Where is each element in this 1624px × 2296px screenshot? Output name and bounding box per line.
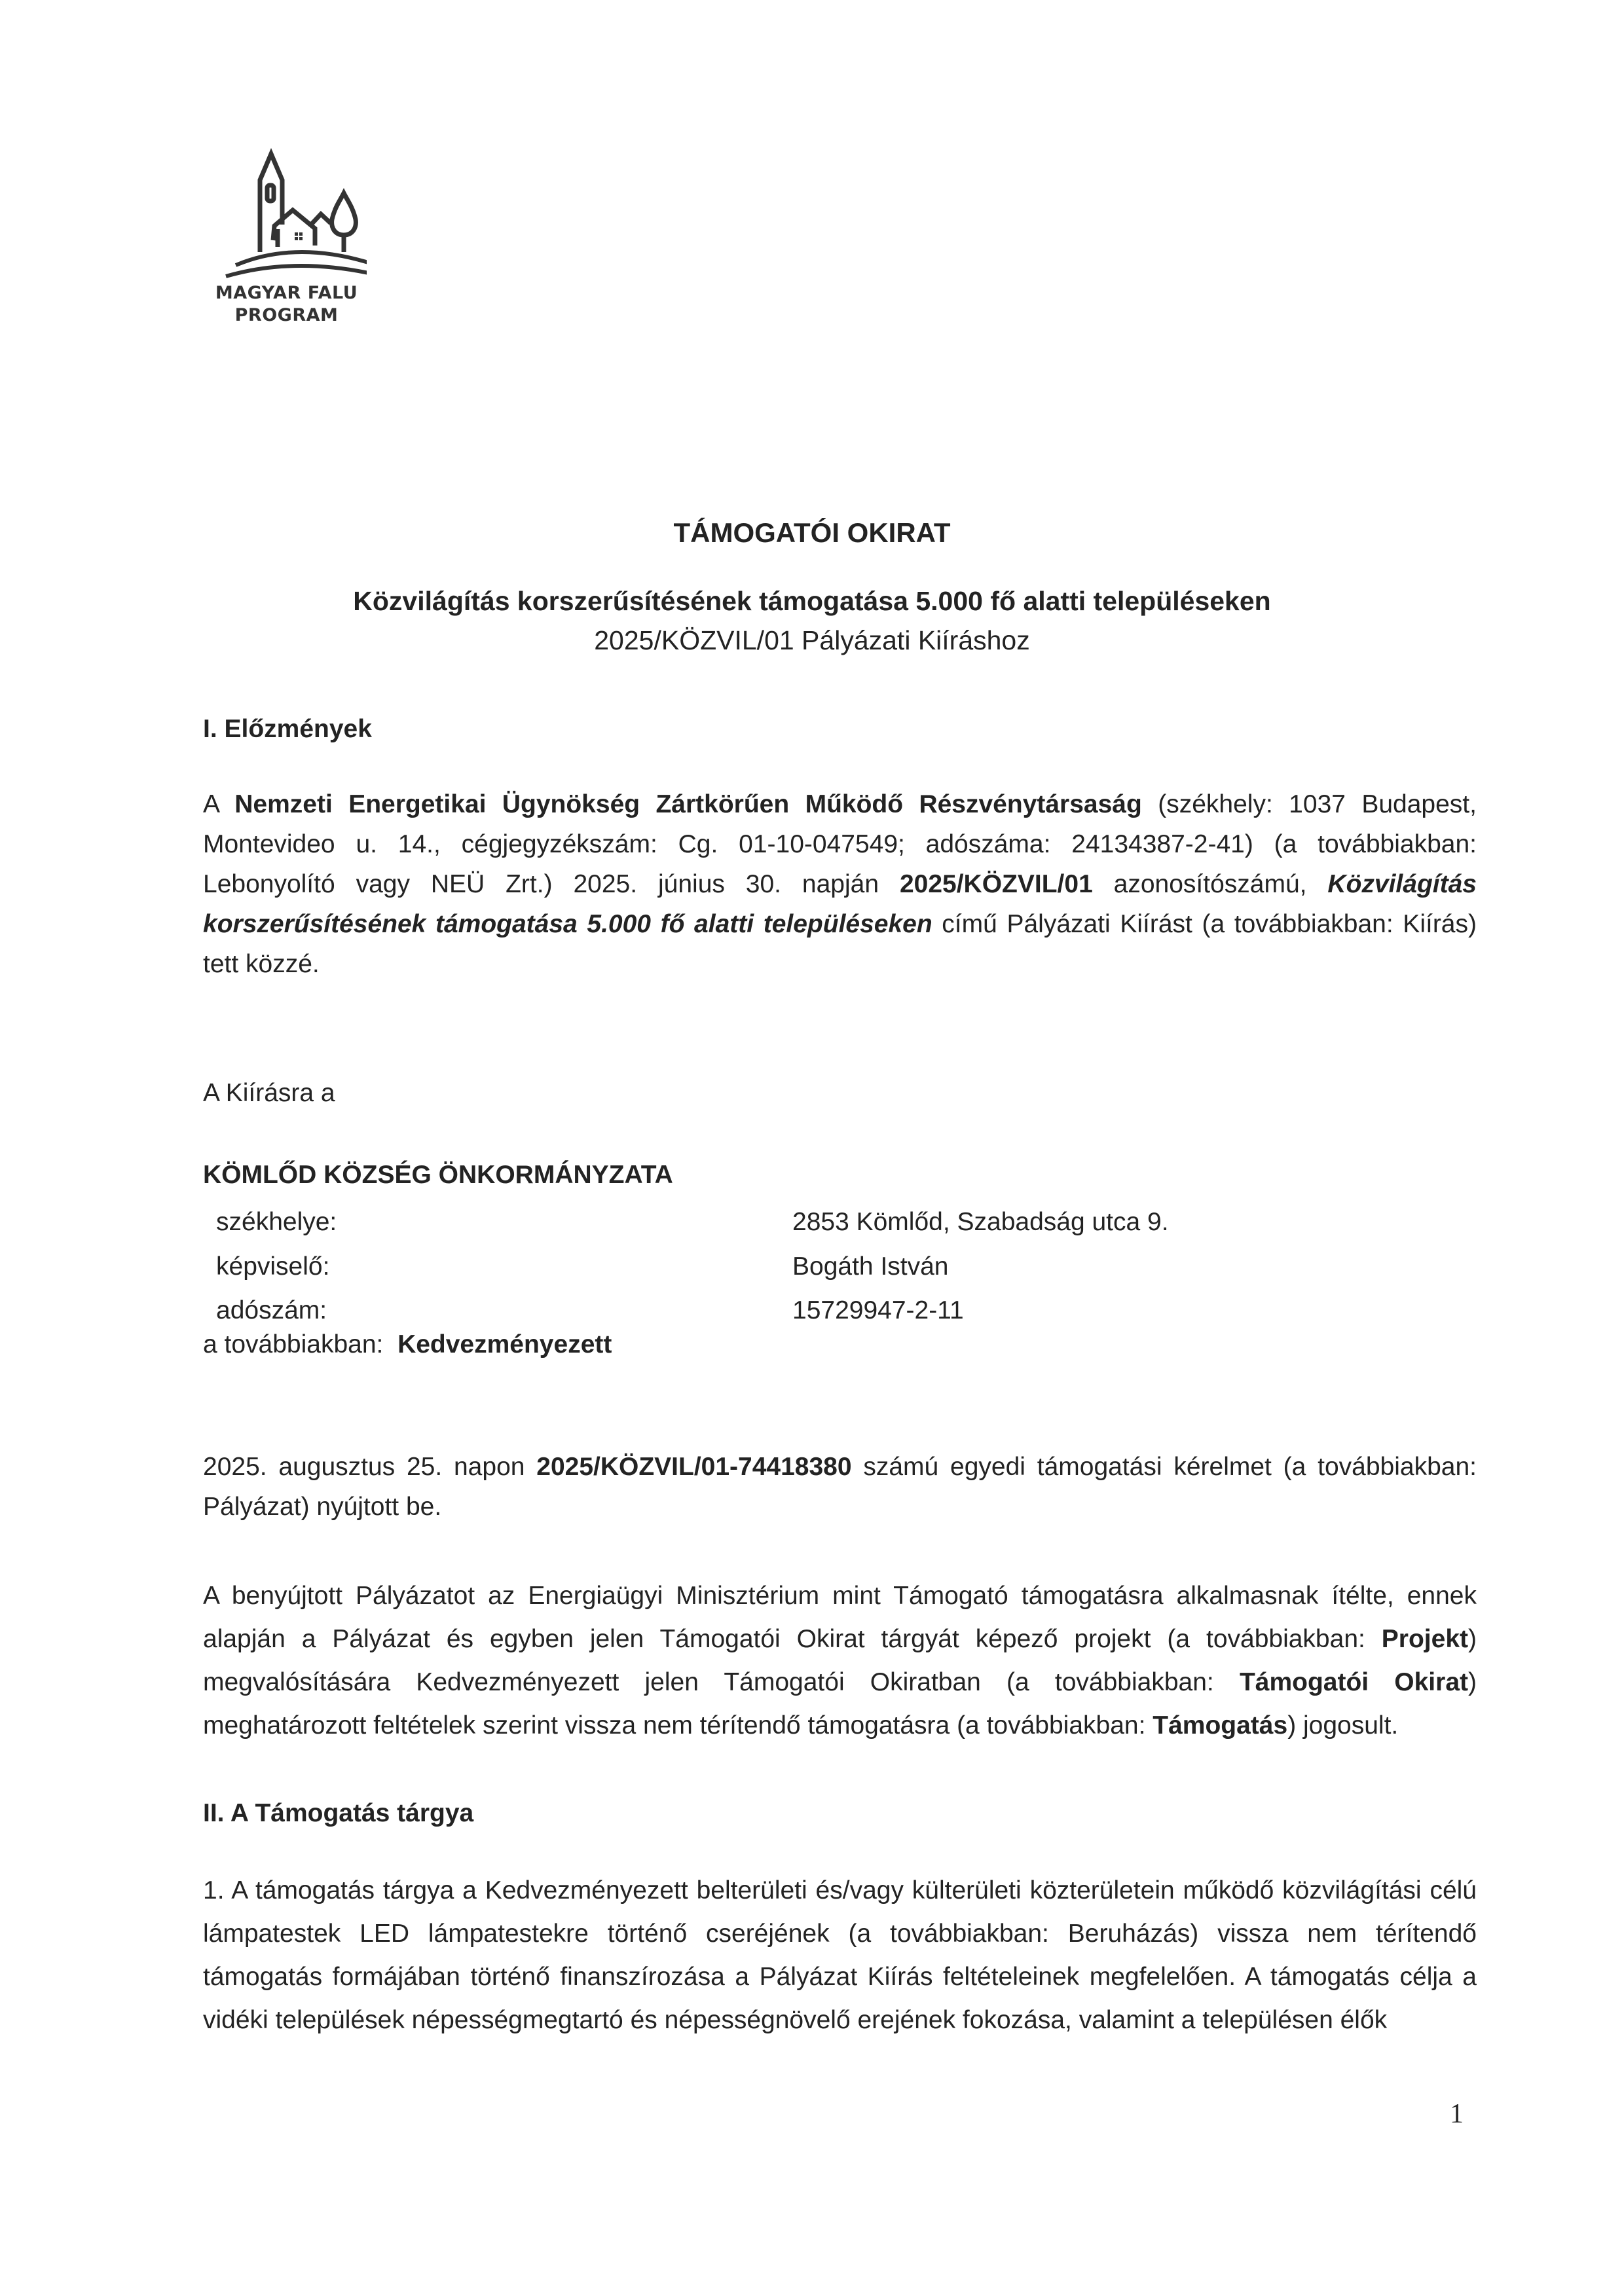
paragraph-decision (203, 1575, 1477, 1747)
beneficiary-value-representative: Bogáth István (792, 1252, 949, 1281)
term-tamogatoi-okirat: Támogatói Okirat (1239, 1668, 1468, 1696)
document-subtitle: Közvilágítás korszerűsítésének támogatása 5.000 fő alatti településeken (353, 586, 1271, 616)
term-projekt: Projekt (1381, 1625, 1468, 1653)
logo-text (206, 282, 367, 327)
document-subtitle-call: 2025/KÖZVIL/01 Pályázati Kiíráshoz (594, 625, 1030, 655)
term-tamogatas: Támogatás (1153, 1711, 1288, 1740)
logo-line2: PROGRAM (234, 305, 339, 325)
text: ) megvalósítására Kedvezményezett jelen Támogatói Okiratban (a továbbiakban: (203, 1625, 1477, 1696)
village-church-house-tree-icon (206, 147, 367, 278)
paragraph-subject-point-1: 1. A támogatás tárgya a Kedvezményezett belterületi és/vagy külterületi közterületein működő közvilágítási célú lámpatestek LED lámpatestekre történő cseréjének (a továbbiakban: Beruházás) vissza nem térítendő támogatás formájában történő finanszírozása a Pályázat Kiírás feltételeinek megfelelően. A támogatás célja a vidéki települések népességmegtartó és népességnövelő erejének fokozása, valamint a településen élők (203, 1876, 1477, 2034)
beneficiary-alias (203, 1330, 612, 1359)
text: A benyújtott Pályázatot az Energiaügyi Minisztérium mint Támogató támogatásra alkalmasnak ítélte, ennek alapján a Pályázat és egyben jelen Támogatói Okirat tárgyát képező projekt (a továbbiakban: (203, 1582, 1477, 1653)
call-id: 2025/KÖZVIL/01 (899, 870, 1093, 898)
text: 2025. augusztus 25. napon (203, 1453, 537, 1481)
logo-line1: MAGYAR FALU (215, 283, 358, 303)
beneficiary-value-seat: 2853 Kömlőd, Szabadság utca 9. (792, 1208, 1169, 1236)
alias-value: Kedvezményezett (397, 1330, 612, 1358)
document-title: TÁMOGATÓI OKIRAT (673, 517, 951, 548)
magyar-falu-program-logo (206, 147, 367, 327)
beneficiary-name: KÖMLŐD KÖZSÉG ÖNKORMÁNYZATA (203, 1161, 673, 1189)
text: című Pályázati Kiírást (a továbbiakban: Kiírás) tett közzé. (203, 910, 1477, 978)
alias-label: a továbbiakban: (203, 1330, 384, 1358)
text: (székhely: 1037 Budapest, Montevideo u. 14., cégjegyzékszám: Cg. 01-10-047549; adószáma: 24134387-2-41) (a továbbiakban: Lebonyolító vagy NEÜ Zrt.) 2025. június 30. napján (203, 790, 1477, 898)
paragraph-background (203, 784, 1477, 984)
paragraph-application (203, 1447, 1477, 1527)
text: ) meghatározott feltételek szerint vissza nem térítendő támogatásra (a továbbiakban: (203, 1668, 1477, 1740)
beneficiary-label-seat: székhelye: (216, 1208, 337, 1236)
text: azonosítószámú, (1092, 870, 1328, 898)
application-id: 2025/KÖZVIL/01-74418380 (536, 1453, 852, 1481)
section-heading-1: I. Előzmények (203, 715, 372, 743)
beneficiary-label-taxid: adószám: (216, 1296, 327, 1324)
beneficiary-label-representative: képviselő: (216, 1252, 330, 1281)
text: ) jogosult. (1287, 1711, 1399, 1740)
text: A (203, 790, 235, 818)
organization-name: Nemzeti Energetikai Ügynökség Zártkörűen Működő Részvénytársaság (234, 790, 1142, 818)
page-number: 1 (1450, 2099, 1464, 2129)
section-heading-2: II. A Támogatás tárgya (203, 1799, 474, 1827)
text: számú egyedi támogatási kérelmet (a továbbiakban: Pályázat) nyújtott be. (203, 1453, 1477, 1521)
intro-text: A Kiírásra a (203, 1079, 335, 1107)
call-title: Közvilágítás korszerűsítésének támogatása 5.000 fő alatti településeken (203, 870, 1477, 938)
beneficiary-value-taxid: 15729947-2-11 (792, 1296, 964, 1324)
